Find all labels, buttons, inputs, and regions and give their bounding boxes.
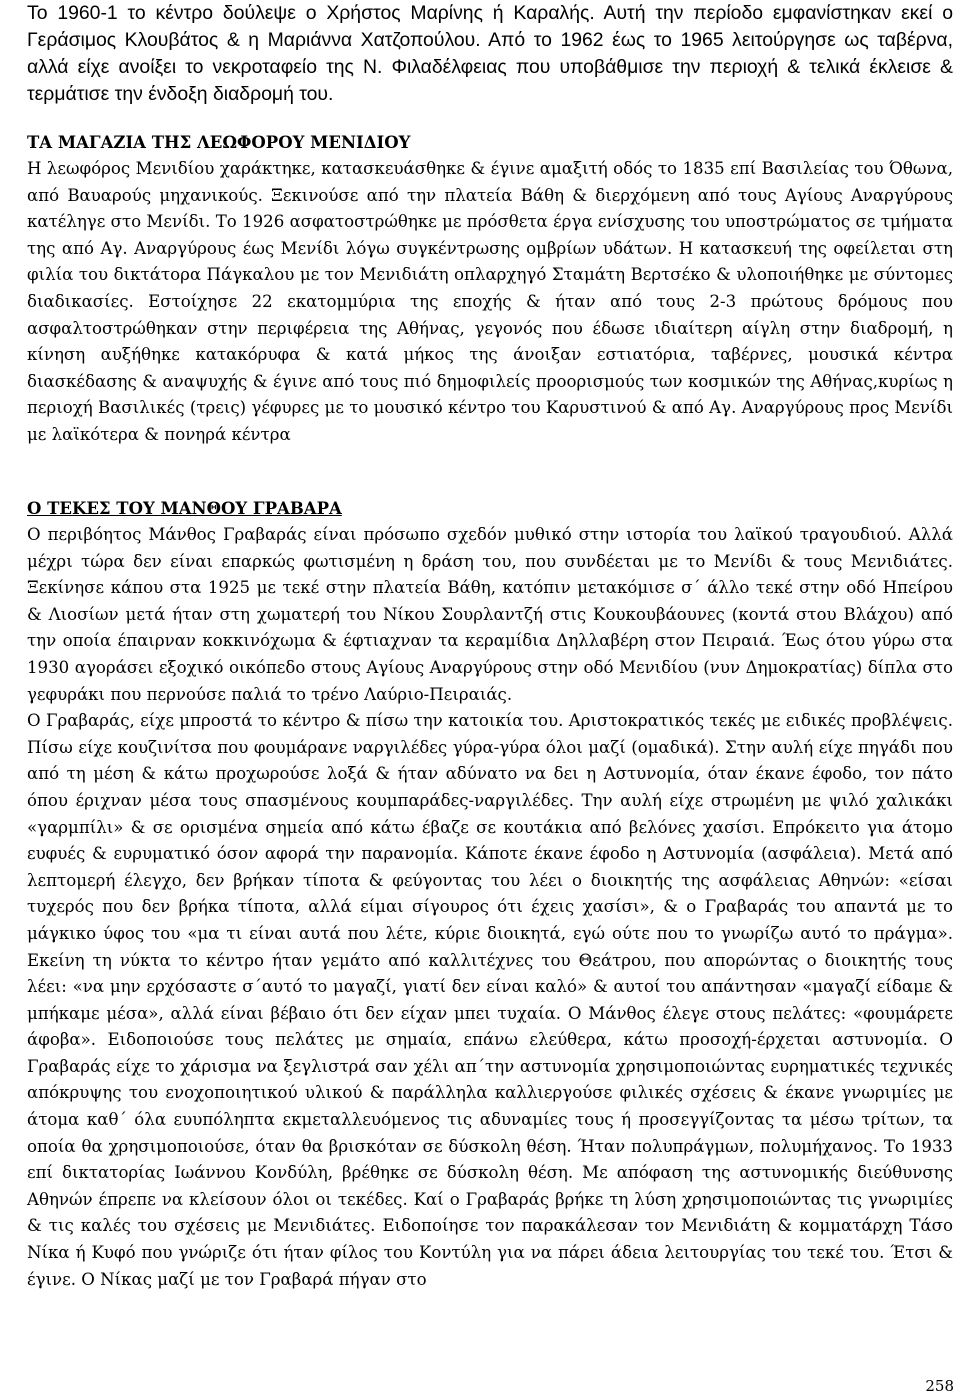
section-heading-tekes-gravara: Ο ΤΕΚΕΣ ΤΟΥ ΜΑΝΘΟΥ ΓΡΑΒΑΡΑ bbox=[27, 499, 342, 518]
intro-paragraph: Το 1960-1 το κέντρο δούλεψε ο Χρήστος Μαρίνης ή Καραλής. Αυτή την περίοδο εμφανίστηκαν εκεί ο Γεράσιμος Κλουβάτος & η Μαριάννα Χατζοπούλου. Από το 1962 έως το 1965 λειτούργησε ως ταβέρνα, αλλά είχε ανοίξει το νεκροταφείο της Ν. Φιλαδέλφειας που υποβάθμισε την περιοχή & τελικά έκλεισε & τερμάτισε την ένδοξη διαδρομή του. bbox=[27, 2, 953, 105]
paragraph: Ο περιβόητος Μάνθος Γραβαράς είναι πρόσωπο σχεδόν μυθικό στην ιστορία του λαϊκού τραγουδιού. Αλλά μέχρι τώρα δεν είναι επαρκώς φωτισμένη η δράση του, που συνδέεται με το Μενίδι & τους Μενιδιάτες. Ξεκίνησε κάπου στα 1925 με τεκέ στην πλατεία Βάθη, κατόπιν μετακόμισε σ΄ άλλο τεκέ στην οδό Ηπείρου & Λιοσίων μετά ήταν στη χωματερή του Νίκου Σουρλαντζή στις Κουκουβάουνες (κοντά στου Βλάχου) από την οποία έπαιρναν κοκκινόχωμα & έφτιαχναν τα κεραμίδια Δηλλαβέρη στον Πειραιά. Έως ότου γύρω στα 1930 αγοράσει εξοχικό οικόπεδο στους Αγίους Αναργύρους στην οδό Μενιδίου (νυν Δημοκρατίας) δίπλα στο γεφυράκι που περνούσε παλιά το τρένο Λαύριο-Πειραιάς. bbox=[27, 525, 953, 704]
section-body-leoforos-menidiou: Η λεωφόρος Μενιδίου χαράκτηκε, κατασκευάσθηκε & έγινε αμαξιτή οδός το 1835 επί Βασιλείας του Όθωνα, από Βαυαρούς μηχανικούς. Ξεκινούσε από την πλατεία Βάθη & διερχόμενη από τους Αγίους Αναργύρους κατέληγε στο Μενίδι. Το 1926 ασφατοστρώθηκε με πρόσθετα έργα ενίσχυσης του υποστρώματος σε τμήματα της από Αγ. Αναργύρους έως Μενίδι λόγω συγκέντρωσης ομβρίων υδάτων. Η κατασκευή της οφείλεται στη φιλία του δικτάτορα Πάγκαλου με τον Μενιδιάτη οπλαρχηγό Σταμάτη Βερτσέκο & υλοποιήθηκε με σύντομες διαδικασίες. Εστοίχησε 22 εκατομμύρια της εποχής & ήταν από τους 2-3 πρώτους δρόμους που ασφαλτοστρώθηκαν στην περιφέρεια της Αθήνας, γεγονός που έδωσε ιδιαίτερη αίγλη στην διαδρομή, η κίνηση αυξήθηκε κατακόρυφα & κατά μήκος της άνοιξαν εστιατόρια, ταβέρνες, μουσικά κέντρα διασκέδασης & αναψυχής & έγινε από τους πιό δημοφιλείς προορισμούς των κοσμικών της Αθήνας,κυρίως η περιοχή Βασιλικές (τρεις) γέφυρες με το μουσικό κέντρο του Καρυστινού & από Αγ. Αναργύρους προς Μενίδι με λαϊκότερα & πονηρά κέντρα bbox=[27, 159, 953, 444]
section-heading-leoforos-menidiou: ΤΑ ΜΑΓΑΖΙΑ ΤΗΣ ΛΕΩΦΟΡΟΥ ΜΕΝΙΔΙΟΥ bbox=[27, 133, 411, 152]
section-body-tekes-gravara bbox=[27, 522, 953, 1293]
page-number: 258 bbox=[925, 1377, 954, 1395]
paragraph: Ο Γραβαράς, είχε μπροστά το κέντρο & πίσω την κατοικία του. Αριστοκρατικός τεκές με ειδικές προβλέψεις. Πίσω είχε κουζινίτσα που φουμάρανε ναργιλέδες γύρα-γύρα όλοι μαζί (ομαδικά). Στην αυλή είχε πηγάδι που από τη μέση & κάτω προχωρούσε λοξά & ήταν αδύνατο να δει η Αστυνομία, όταν έκανε έφοδο, τον πάτο όπου έριχναν μέσα τους σπασμένους κουμπαράδες-ναργιλέδες. Την αυλή είχε στρωμένη με ψιλό χαλικάκι «γαρμπίλι» & σε ορισμένα σημεία από κάτω έβαζε σε κουτάκια από βελόνες χασίσι. Επρόκειτο για άτομο ευφυές & ευρυματικό όσον αφορά την παρανομία. Κάποτε έκανε έφοδο η Αστυνομία (ασφάλεια). Μετά από λεπτομερή έλεγχο, δεν βρήκαν τίποτα & φεύγοντας του λέει ο διοικητής της ασφάλειας Αθηνών: «είσαι τυχερός που δεν βρήκα τίποτα, αλλά είμαι σίγουρος ότι έχεις χασίσι», & ο Γραβαράς του απαντά με το μάγκικο ύφος του «μα τι είναι αυτά που λέτε, κύριε διοικητά, εγώ ούτε που το γνωρίζω αυτό το πράγμα». Εκείνη τη νύκτα το κέντρο ήταν γεμάτο από καλλιτέχνες του Θεάτρου, που απορώντας ο διοικητής τους λέει: «να μην ερχόσαστε σ΄αυτό το μαγαζί, γιατί δεν είναι καλό» & αυτοί του απάντησαν «μαγαζί είδαμε & μπήκαμε μέσα», αλλά είναι βέβαιο ότι δεν είχαν μπει τυχαία. Ο Μάνθος έλεγε στους πελάτες: «φουμάρετε άφοβα». Ειδοποιούσε τους πελάτες με σημαία, επάνω ελεύθερα, κάτω προσοχή-έρχεται αστυνομία. Ο Γραβαράς είχε το χάρισμα να ξεγλιστρά σαν χέλι απ΄την αστυνομία χρησιμοποιώντας ευρηματικές τεχνικές απόκρυψης του ενοχοποιητικού υλικού & παράλληλα καλλιεργούσε φιλικές σχέσεις & έκανε γνωριμίες με άτομα καθ΄ όλα ευυπόληπτα εκμεταλλευόμενος τις αδυναμίες τους ή προσεγγίζοντας τα μέσω τρίτων, τα οποία θα χρησιμοποιούσε, όταν θα βρισκόταν σε δύσκολη θέση. Ήταν πολυπράγμων, πολυμήχανος. Το 1933 επί δικτατορίας Ιωάννου Κονδύλη, βρέθηκε σε δύσκολη θέση. Με απόφαση της αστυνομικής διεύθυνσης Αθηνών έπρεπε να κλείσουν όλοι οι τεκέδες. Καί ο Γραβαράς βρήκε τη λύση χρησιμοποιώντας τις γνωριμίες & τις καλές του σχέσεις με Μενιδιάτες. Ειδοποίησε τον παρακάλεσαν τον Μενιδιάτη & κομματάρχη Τάσο Νίκα ή Κυφό που γνώριζε ότι ήταν φίλος του Κοντύλη για να πάρει άδεια λειτουργίας του τεκέ του. Έτσι & έγινε. Ο Νίκας μαζί με τον Γραβαρά πήγαν στο bbox=[27, 711, 953, 1289]
